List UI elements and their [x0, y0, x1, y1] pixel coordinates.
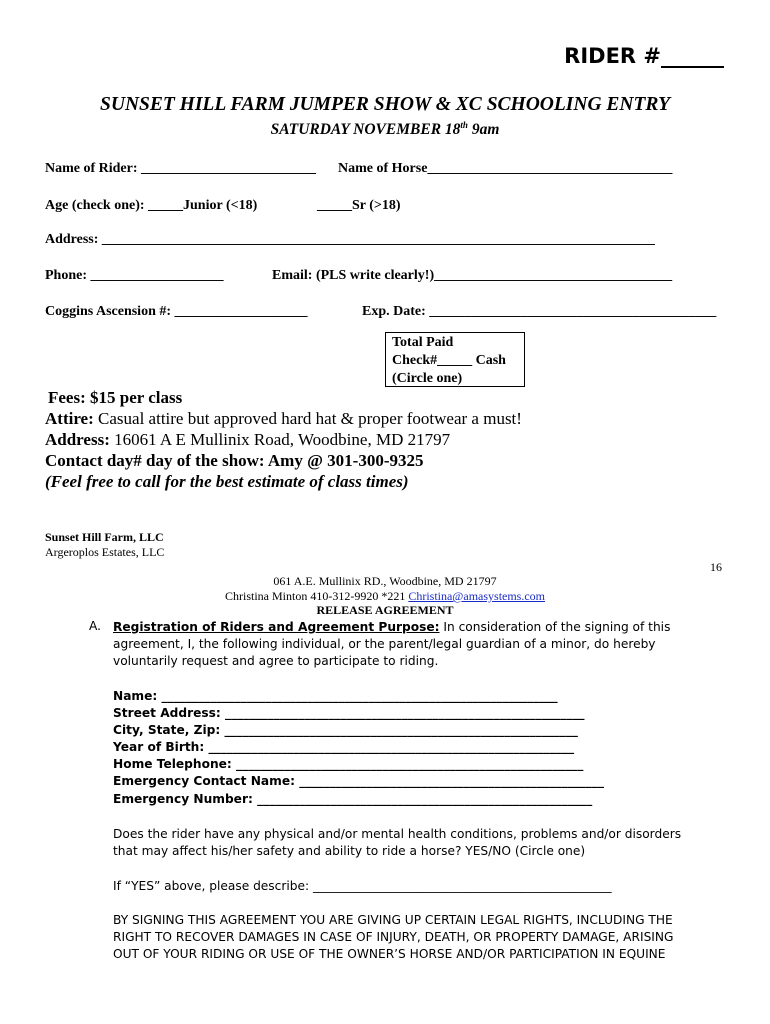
- total-paid-label: Total Paid: [392, 335, 454, 350]
- date-suffix: th: [460, 120, 468, 130]
- section-a-line1: [113, 619, 670, 636]
- phone-field[interactable]: Phone: ___________________: [45, 268, 224, 283]
- section-a-marker: A.: [89, 619, 101, 633]
- address-label: Address:: [45, 430, 110, 449]
- release-heading: RELEASE AGREEMENT: [316, 603, 454, 617]
- contact-text: Christina Minton 410-312-9920 *221: [224, 589, 409, 603]
- date-time: 9am: [467, 121, 500, 139]
- release-emergency-contact-field[interactable]: Emergency Contact Name: __________________________________________________: [113, 774, 604, 788]
- coggins-field[interactable]: Coggins Ascension #: ___________________: [45, 304, 308, 319]
- release-city-field[interactable]: City, State, Zip: __________________________________________________________: [113, 723, 578, 737]
- age-senior-field[interactable]: _____Sr (>18): [317, 198, 401, 213]
- release-birth-year-field[interactable]: Year of Birth: ____________________________________________________________: [113, 740, 575, 754]
- section-a-line3: voluntarily request and agree to participate to riding.: [113, 654, 439, 668]
- release-street-field[interactable]: Street Address: ___________________________________________________________: [113, 706, 585, 720]
- address-field[interactable]: Address: _______________________________________________________________________________: [45, 232, 655, 247]
- address-info: [45, 430, 450, 450]
- warning-line3: OUT OF YOUR RIDING OR USE OF THE OWNER’S HORSE AND/OR PARTICIPATION IN EQUINE: [113, 947, 666, 961]
- payment-box[interactable]: [385, 332, 525, 387]
- attire-label: Attire:: [45, 409, 94, 428]
- check-cash-option[interactable]: Check#_____ Cash: [392, 353, 506, 368]
- section-a-heading: Registration of Riders and Agreement Purpose:: [113, 620, 440, 634]
- page-title: SUNSET HILL FARM JUMPER SHOW & XC SCHOOLING ENTRY: [100, 94, 670, 115]
- contact-email-link[interactable]: Christina@amasystems.com: [408, 589, 546, 603]
- release-emergency-number-field[interactable]: Emergency Number: _______________________________________________________: [113, 792, 593, 806]
- org-sub-name: Argeroplos Estates, LLC: [45, 545, 165, 559]
- attire-info: [45, 409, 522, 429]
- exp-date-field[interactable]: Exp. Date: _________________________________________: [362, 304, 717, 319]
- email-field[interactable]: Email: (PLS write clearly!)__________________________________: [272, 268, 673, 283]
- times-note: (Feel free to call for the best estimate of class times): [45, 472, 409, 491]
- rider-name-field[interactable]: Name of Rider: _________________________: [45, 161, 317, 176]
- event-date: [0, 120, 770, 139]
- date-text: SATURDAY NOVEMBER 18: [270, 121, 461, 139]
- conditions-question-line2[interactable]: that may affect his/her safety and ability to ride a horse? YES/NO (Circle one): [113, 844, 586, 858]
- rider-number: RIDER #______: [564, 44, 724, 68]
- release-name-field[interactable]: Name: _________________________________________________________________: [113, 689, 558, 703]
- age-junior-field[interactable]: Age (check one): _____Junior (<18): [45, 198, 258, 213]
- warning-line1: BY SIGNING THIS AGREEMENT YOU ARE GIVING UP CERTAIN LEGAL RIGHTS, INCLUDING THE: [113, 913, 673, 927]
- describe-field[interactable]: If “YES” above, please describe: _________________________________________________: [113, 879, 612, 893]
- org-name: Sunset Hill Farm, LLC: [45, 530, 164, 544]
- release-home-phone-field[interactable]: Home Telephone: _________________________________________________________: [113, 757, 584, 771]
- circle-one-note: (Circle one): [392, 371, 463, 386]
- section-a-text1: In consideration of the signing of this: [439, 620, 671, 634]
- release-contact: [0, 589, 770, 604]
- section-a-line2: agreement, I, the following individual, or the parent/legal guardian of a minor, do hereby: [113, 637, 656, 651]
- contact-info: Contact day# day of the show: Amy @ 301-300-9325: [45, 451, 424, 470]
- attire-value: Casual attire but approved hard hat & proper footwear a must!: [93, 409, 522, 428]
- fees-info: Fees: $15 per class: [48, 388, 183, 407]
- address-value: 16061 A E Mullinix Road, Woodbine, MD 21797: [109, 430, 451, 449]
- conditions-question-line1: Does the rider have any physical and/or mental health conditions, problems and/or disorders: [113, 827, 682, 841]
- page-number: 16: [710, 560, 722, 574]
- warning-line2: RIGHT TO RECOVER DAMAGES IN CASE OF INJURY, DEATH, OR PROPERTY DAMAGE, ARISING: [113, 930, 674, 944]
- release-address: 061 A.E. Mullinix RD., Woodbine, MD 21797: [273, 574, 497, 588]
- horse-name-field[interactable]: Name of Horse___________________________________: [338, 161, 673, 176]
